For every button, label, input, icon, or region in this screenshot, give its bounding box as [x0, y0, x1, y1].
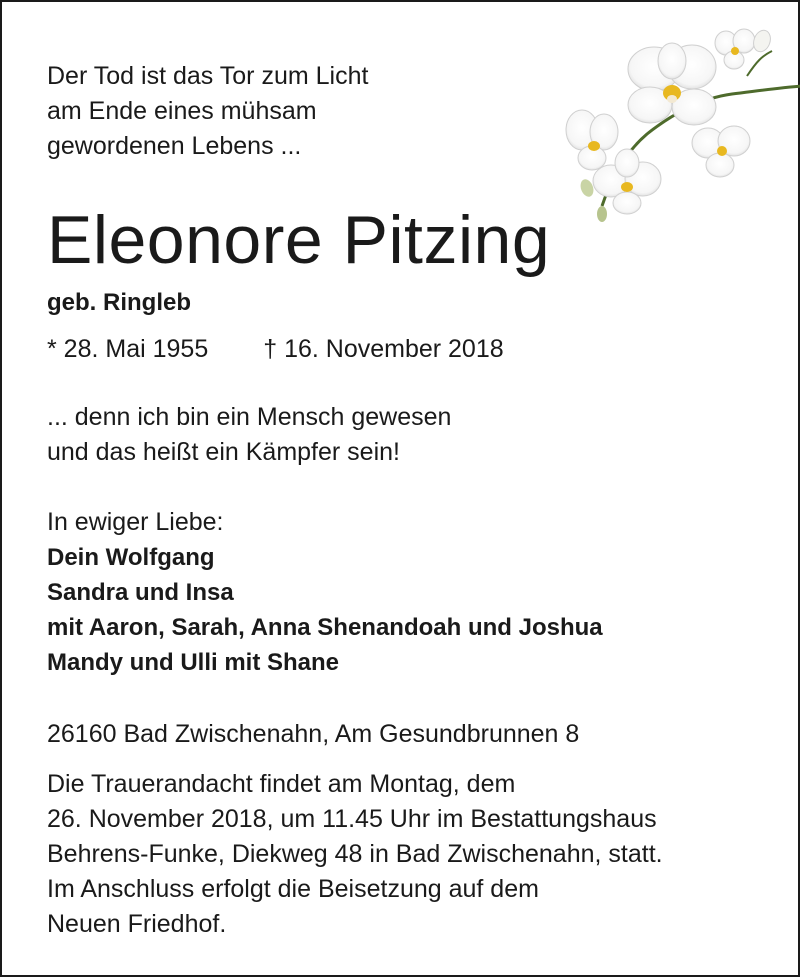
- service-line: Die Trauerandacht findet am Montag, dem: [47, 770, 516, 798]
- life-dates: [47, 332, 504, 367]
- quote: [47, 400, 451, 470]
- address: 26160 Bad Zwischenahn, Am Gesundbrunnen 8: [47, 720, 580, 748]
- love-intro: In ewiger Liebe:: [47, 508, 224, 536]
- quote-line: und das heißt ein Kämpfer sein!: [47, 438, 400, 466]
- quote-line: ... denn ich bin ein Mensch gewesen: [47, 403, 452, 431]
- death-date: † 16. November 2018: [263, 335, 504, 363]
- poem-line: am Ende eines mühsam: [47, 97, 317, 125]
- maiden-name: geb. Ringleb: [47, 289, 191, 316]
- mourner: Dein Wolfgang: [47, 544, 215, 571]
- service-info: [47, 767, 663, 942]
- service-line: Im Anschluss erfolgt die Beisetzung auf dem: [47, 875, 539, 903]
- mourners-list: [47, 540, 603, 680]
- poem-line: gewordenen Lebens ...: [47, 132, 302, 160]
- mourner: mit Aaron, Sarah, Anna Shenandoah und Joshua: [47, 614, 603, 641]
- poem: [47, 59, 368, 164]
- service-line: Neuen Friedhof.: [47, 910, 227, 938]
- orchid-image: [562, 16, 800, 226]
- service-line: Behrens-Funke, Diekweg 48 in Bad Zwischenahn, statt.: [47, 840, 663, 868]
- mourner: Mandy und Ulli mit Shane: [47, 649, 340, 676]
- mourner: Sandra und Insa: [47, 579, 234, 606]
- poem-line: Der Tod ist das Tor zum Licht: [47, 62, 369, 90]
- service-line: 26. November 2018, um 11.45 Uhr im Bestattungshaus: [47, 805, 657, 833]
- deceased-name: Eleonore Pitzing: [47, 202, 551, 278]
- birth-date: * 28. Mai 1955: [47, 335, 209, 363]
